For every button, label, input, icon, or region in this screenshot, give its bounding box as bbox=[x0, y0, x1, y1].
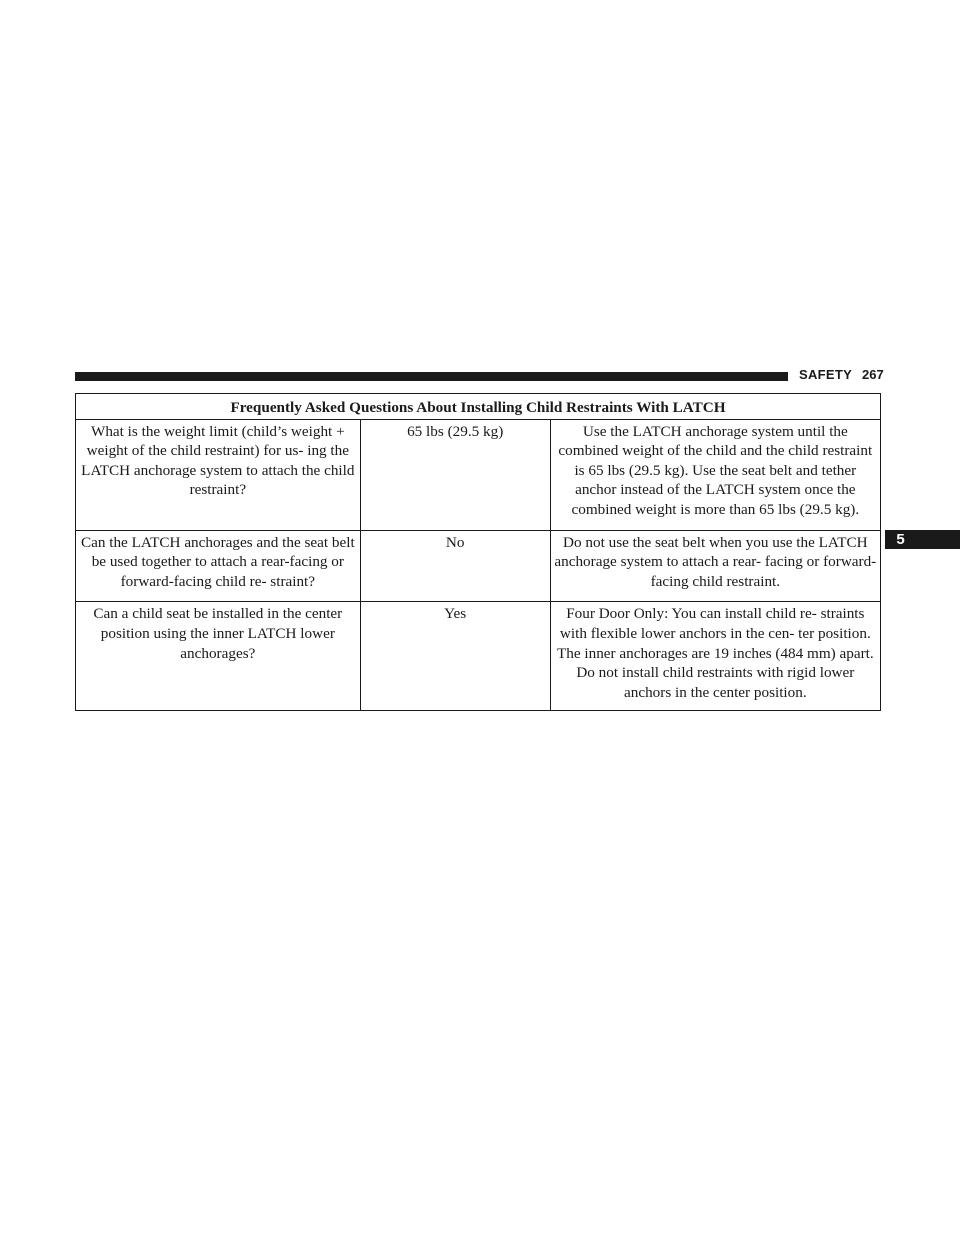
detail-cell: Use the LATCH anchorage system until the combined weight of the child and the child restraint is 65 lbs (29.5 kg). Use the seat belt and tether anchor instead of the LATCH system once the combined weight is more than 65 lbs (29.5 kg). bbox=[550, 419, 880, 530]
question-cell: Can a child seat be installed in the center position using the inner LATCH lower anchorages? bbox=[76, 602, 361, 711]
header-rule bbox=[75, 372, 788, 381]
answer-cell: Yes bbox=[360, 602, 550, 711]
detail-cell: Four Door Only: You can install child re- straints with flexible lower anchors in the cen- ter position. The inner anchorages are 19 inches (484 mm) apart. Do not install child restraints with rigid lower anchors in the center position. bbox=[550, 602, 880, 711]
faq-table bbox=[75, 393, 881, 711]
table-title-row bbox=[76, 394, 881, 420]
section-title: SAFETY bbox=[799, 367, 853, 382]
chapter-tab: 5 bbox=[885, 530, 960, 549]
table-title: Frequently Asked Questions About Installing Child Restraints With LATCH bbox=[76, 394, 881, 420]
question-cell: Can the LATCH anchorages and the seat belt be used together to attach a rear-facing or forward-facing child re- straint? bbox=[76, 530, 361, 602]
answer-cell: No bbox=[360, 530, 550, 602]
answer-cell: 65 lbs (29.5 kg) bbox=[360, 419, 550, 530]
question-cell: What is the weight limit (child’s weight + weight of the child restraint) for us- ing the LATCH anchorage system to attach the child restraint? bbox=[76, 419, 361, 530]
table-row bbox=[76, 602, 881, 711]
page-number: 267 bbox=[862, 367, 884, 382]
detail-cell: Do not use the seat belt when you use the LATCH anchorage system to attach a rear- facing or forward-facing child restraint. bbox=[550, 530, 880, 602]
table-row bbox=[76, 419, 881, 530]
table-row bbox=[76, 530, 881, 602]
